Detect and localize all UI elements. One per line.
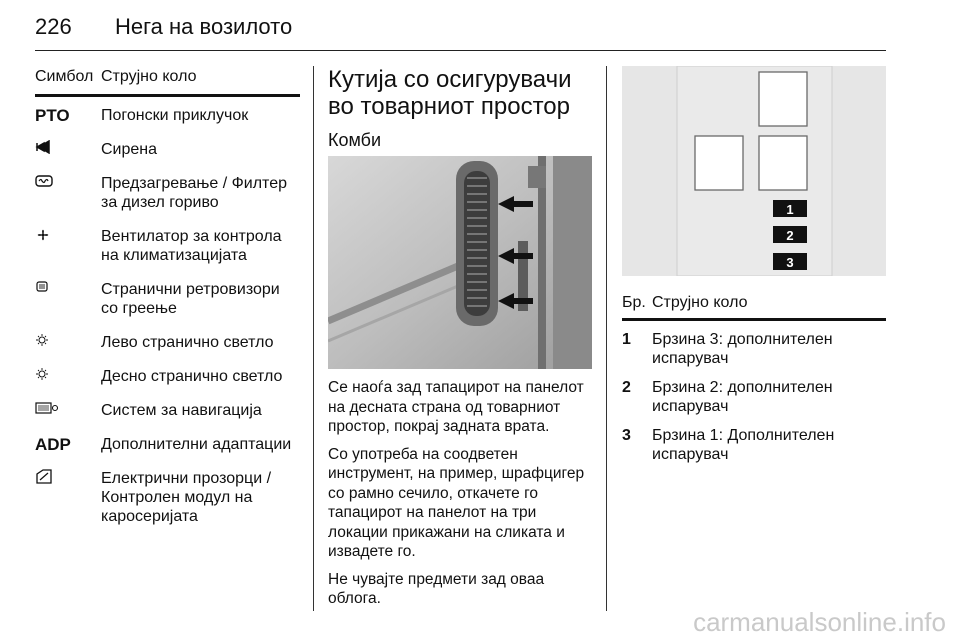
- row-desc: Странични ретровизори со греење: [101, 281, 280, 317]
- table-row: [35, 280, 300, 318]
- row-desc: Систем за навигација: [101, 402, 262, 419]
- glow-plug-icon: [35, 174, 53, 188]
- table-row: [35, 401, 300, 420]
- table-row: [622, 426, 886, 464]
- col-header-circuit: Струјно коло: [101, 68, 197, 85]
- row-desc: Електрични прозорци / Контролен модул на каросеријата: [101, 470, 272, 525]
- row-desc: Вентилатор за контрола на климатизацијата: [101, 228, 282, 264]
- table-header-rule: [35, 94, 300, 97]
- header-rule: [35, 50, 886, 51]
- row-desc: Сирена: [101, 141, 158, 158]
- left-side-light-icon: [35, 333, 49, 347]
- table-row: [35, 106, 300, 125]
- page-header: [0, 0, 960, 52]
- fuse-label-3: 3: [786, 255, 794, 270]
- window-body-module-icon: [35, 469, 53, 485]
- paragraph: Со употреба на соодветен инструмент, на пример, шрафцигер со рамно сечило, откачете го тапацирот на панелот на три локации прикажани на сликата и извадете го.: [328, 445, 585, 560]
- column-divider: [313, 66, 314, 611]
- table-row: [35, 333, 300, 352]
- watermark: carmanualsonline.info: [693, 607, 946, 637]
- col-header-circuit: Струјно коло: [652, 294, 748, 311]
- page-number: 226: [35, 14, 72, 39]
- col-header-no: Бр.: [622, 294, 646, 311]
- section-body: [328, 378, 594, 617]
- column-divider: [606, 66, 607, 611]
- symbol-table-header: [35, 66, 300, 92]
- fuse-number: 1: [622, 331, 631, 348]
- table-header-rule: [622, 318, 886, 321]
- fuse-table: [622, 294, 886, 464]
- row-desc: Погонски приклучок: [101, 107, 249, 124]
- fuse-table-header: [622, 294, 886, 318]
- fuse-number: 2: [622, 379, 631, 396]
- table-row: [622, 330, 886, 368]
- fuse-number: 3: [622, 427, 631, 444]
- table-row: [35, 469, 300, 526]
- row-desc: Лево странично светло: [101, 334, 274, 351]
- fuse-label-2: 2: [786, 228, 794, 243]
- table-row: [35, 140, 300, 159]
- section-title: Кутија со осигурувачи во товарниот простор: [328, 66, 572, 120]
- fuse-box-diagram: [622, 66, 886, 276]
- paragraph: Не чувајте предмети зад оваа облога.: [328, 570, 545, 607]
- fan-icon: [35, 227, 51, 243]
- cargo-panel-photo: [328, 156, 592, 369]
- row-desc: Десно странично светло: [101, 368, 283, 385]
- fuse-box-section: [328, 66, 594, 607]
- table-row: [35, 435, 300, 454]
- navigation-icon: [35, 401, 59, 415]
- table-row: [35, 367, 300, 386]
- row-desc: Дополнителни адаптации: [101, 436, 292, 453]
- row-desc: Брзина 1: Дополнителен испарувач: [652, 427, 835, 463]
- table-row: [622, 378, 886, 416]
- row-desc: Брзина 2: дополнителен испарувач: [652, 379, 833, 415]
- paragraph: Се наоѓа зад тапацирот на панелот на десната страна од товарниот простор, покрај задната врата.: [328, 379, 584, 435]
- symbol-text: ADP: [35, 435, 71, 454]
- table-row: [35, 227, 300, 265]
- row-desc: Предзагревање / Филтер за дизел гориво: [101, 175, 287, 211]
- heated-mirror-icon: [35, 280, 49, 294]
- fuse-label-1: 1: [786, 202, 794, 217]
- row-desc: Брзина 3: дополнителен испарувач: [652, 331, 833, 367]
- col-header-symbol: Симбол: [35, 68, 94, 85]
- section-subtitle: Комби: [328, 130, 382, 150]
- right-side-light-icon: [35, 367, 49, 381]
- symbol-table: [35, 66, 300, 526]
- table-row: [35, 174, 300, 212]
- symbol-text: PTO: [35, 106, 70, 125]
- page-title: Нега на возилото: [115, 14, 293, 39]
- horn-icon: [35, 140, 51, 154]
